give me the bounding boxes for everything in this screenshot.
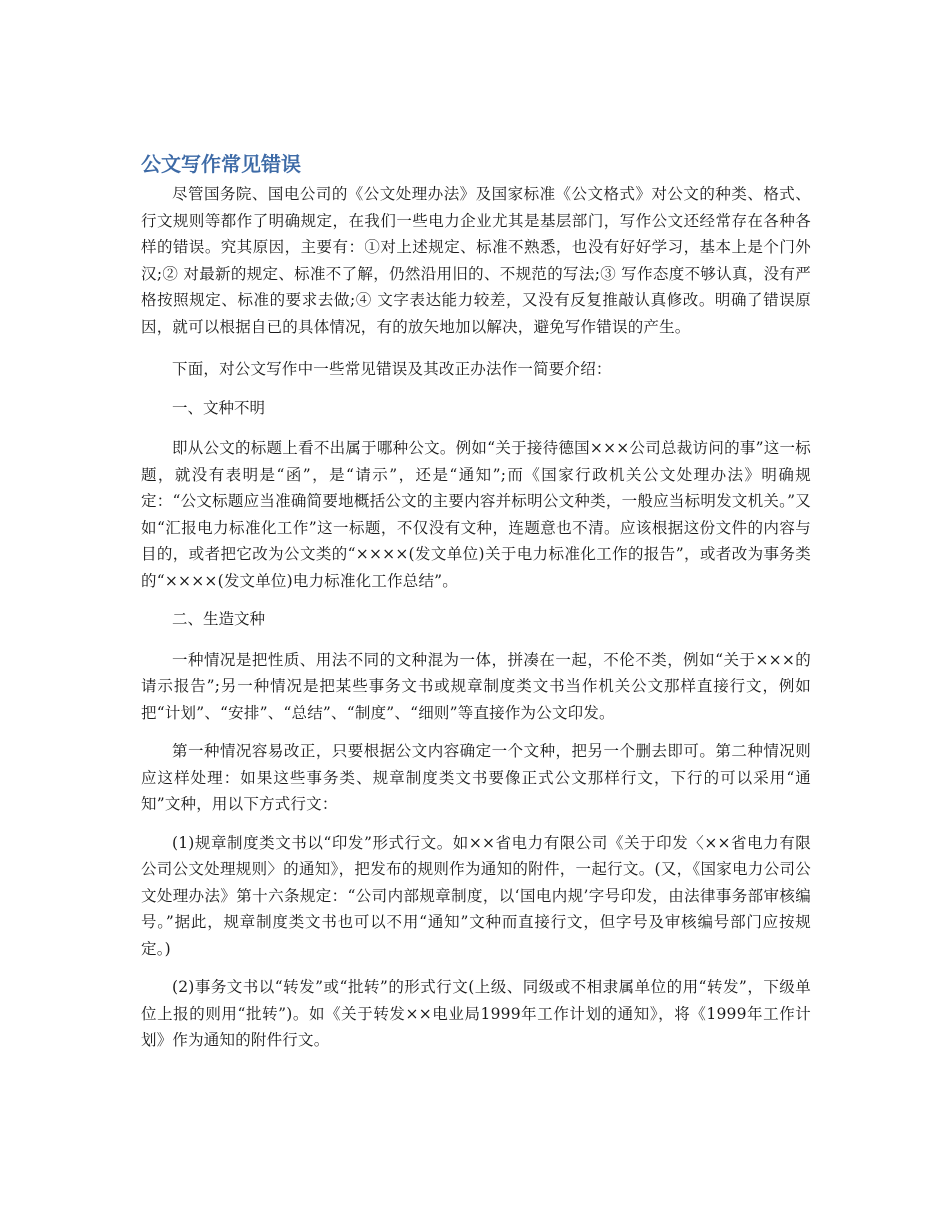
section-heading-2: 二、生造文种 [172,610,266,628]
document-title: 公文写作常见错误 [141,152,301,176]
section-2-paragraph-1: 一种情况是把性质、用法不同的文种混为一体，拼凑在一起，不伦不类，例如“关于×××的请示报告”;另一种情况是把某些事务文书或规章制度类文书当作机关公文那样直接行文，例如把“计划”、“安排”、“总结”、“制度”、“细则”等直接作为公文印发。 [141,650,811,722]
document-page [141,149,811,1066]
lead-paragraph: 下面，对公文写作中一些常见错误及其改正办法作一简要介绍： [172,360,612,378]
list-item-1: (1)规章制度类文书以“印发”形式行文。如××省电力有限公司《关于印发〈××省电力有限公司公文处理规则〉的通知》，把发布的规则作为通知的附件，一起行文。(又，《国家电力公司公文处理办法》第十六条规定：“公司内部规章制度，以‘国电内规’字号印发，由法律事务部审核编号。”据此，规章制度类文书也可以不用“通知”文种而直接行文，但字号及审核编号部门应按规定。) [141,833,811,958]
intro-paragraph: 尽管国务院、国电公司的《公文处理办法》及国家标准《公文格式》对公文的种类、格式、行文规则等都作了明确规定，在我们一些电力企业尤其是基层部门，写作公文还经常存在各种各样的错误。究其原因，主要有：①对上述规定、标准不熟悉，也没有好好学习，基本上是个门外汉;② 对最新的规定、标准不了解，仍然沿用旧的、不规范的写法;③ 写作态度不够认真，没有严格按照规定、标准的要求去做;④ 文字表达能力较差，又没有反复推敲认真修改。明确了错误原因，就可以根据自已的具体情况，有的放矢地加以解决，避免写作错误的产生。 [141,185,811,336]
section-1-paragraph: 即从公文的标题上看不出属于哪种公文。例如“关于接待德国×××公司总裁访问的事”这一标题，就没有表明是“函”，是“请示”，还是“通知”;而《国家行政机关公文处理办法》明确规定：“公文标题应当准确简要地概括公文的主要内容并标明公文种类，一般应当标明发文机关。”又如“汇报电力标准化工作”这一标题，不仅没有文种，连题意也不清。应该根据这份文件的内容与目的，或者把它改为公文类的“××××(发文单位)关于电力标准化工作的报告”，或者改为事务类的“××××(发文单位)电力标准化工作总结”。 [141,439,811,590]
section-heading-1: 一、文种不明 [172,398,266,417]
list-item-2: (2)事务文书以“转发”或“批转”的形式行文(上级、同级或不相隶属单位的用“转发”，下级单位上报的则用“批转”)。如《关于转发××电业局1999年工作计划的通知》，将《1999年工作计划》作为通知的附件行文。 [141,978,811,1049]
section-2-paragraph-2: 第一种情况容易改正，只要根据公文内容确定一个文种，把另一个删去即可。第二种情况则应这样处理：如果这些事务类、规章制度类文书要像正式公文那样行文，下行的可以采用“通知”文种，用以下方式行文： [141,742,811,813]
